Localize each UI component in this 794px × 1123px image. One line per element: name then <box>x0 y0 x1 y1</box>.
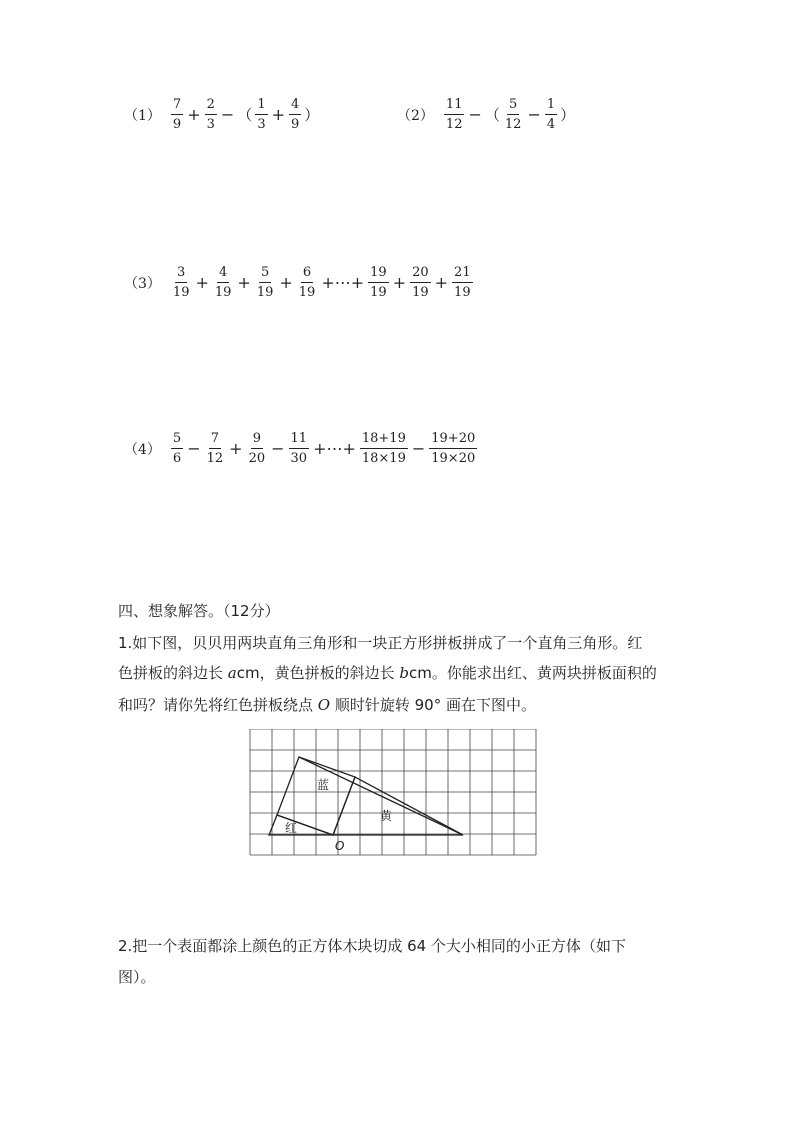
var-o: O <box>317 696 331 714</box>
problem-label: （3） <box>124 275 161 292</box>
var-a: a <box>227 664 237 682</box>
fraction: $\frac{19}{19}$ <box>370 265 387 300</box>
fraction: $\frac{4}{9}$ <box>291 97 300 132</box>
paren: ） <box>304 106 320 124</box>
paren: （ <box>237 106 253 124</box>
hypotenuse <box>299 757 463 835</box>
fraction: $\frac{5}{12}$ <box>504 97 522 132</box>
operator: + <box>434 273 449 292</box>
fraction: $\frac{11}{30}$ <box>290 431 308 466</box>
problem-3 <box>124 266 475 299</box>
fraction: $\frac{18+19}{18\times 19}$ <box>361 431 406 466</box>
fraction: $\frac{20}{19}$ <box>412 265 429 300</box>
problem-4 <box>124 432 479 465</box>
problem-2 <box>397 98 576 131</box>
fraction: $\frac{7}{9}$ <box>172 97 182 132</box>
fraction: $\frac{5}{19}$ <box>256 265 274 300</box>
operator: + <box>271 105 285 124</box>
fraction: $\frac{4}{19}$ <box>214 265 232 300</box>
fraction: $\frac{9}{20}$ <box>248 431 266 466</box>
red-triangle <box>269 815 333 835</box>
problem-1 <box>124 98 320 131</box>
operator: +⋯+ <box>313 439 356 458</box>
operator: + <box>229 439 243 458</box>
fraction: $\frac{1}{3}$ <box>257 97 266 132</box>
var-b: b <box>399 664 409 682</box>
fraction: $\frac{6}{19}$ <box>298 265 316 300</box>
label-yellow: 黄 <box>380 809 393 823</box>
operator: − <box>187 439 201 458</box>
label-blue: 蓝 <box>317 778 330 792</box>
problem-label: （2） <box>397 107 434 124</box>
section-heading: 四、想象解答。（12分） <box>118 602 280 620</box>
grid-figure <box>249 729 543 859</box>
fraction: $\frac{2}{3}$ <box>206 97 215 132</box>
grid-lines <box>250 729 536 855</box>
operator: +⋯+ <box>321 273 365 292</box>
problem-label: （1） <box>124 107 161 124</box>
q1-line-2: 色拼板的斜边长 acm，黄色拼板的斜边长 bcm。你能求出红、黄两块拼板面积的 <box>118 664 657 682</box>
label-o: O <box>335 839 345 853</box>
fraction: $\frac{5}{6}$ <box>172 431 182 466</box>
fraction: $\frac{11}{12}$ <box>445 97 463 132</box>
operator: − <box>220 105 235 124</box>
operator: − <box>527 105 541 124</box>
operator: − <box>468 105 482 124</box>
q1-line-1: 1.如下图，贝贝用两块直角三角形和一块正方形拼板拼成了一个直角三角形。红 <box>118 634 643 652</box>
fraction: $\frac{19+20}{19\times 20}$ <box>431 431 476 466</box>
operator: − <box>271 439 285 458</box>
fraction: $\frac{21}{19}$ <box>454 265 471 300</box>
paren: ） <box>560 106 576 124</box>
operator: + <box>195 273 209 292</box>
problem-label: （4） <box>124 441 161 458</box>
fraction: $\frac{1}{4}$ <box>546 97 556 132</box>
operator: + <box>392 273 407 292</box>
q2-line-1: 2.把一个表面都涂上颜色的正方体木块切成 64 个大小相同的小正方体（如下 <box>118 937 626 955</box>
operator: + <box>237 273 251 292</box>
paren: （ <box>484 106 500 124</box>
operator: − <box>411 439 426 458</box>
q2-line-2: 图）。 <box>118 968 156 986</box>
fraction: $\frac{7}{12}$ <box>206 431 224 466</box>
operator: + <box>279 273 293 292</box>
operator: + <box>187 105 201 124</box>
label-red: 红 <box>285 821 298 835</box>
fraction: $\frac{3}{19}$ <box>172 265 190 300</box>
q1-line-3: 和吗？请你先将红色拼板绕点 O 顺时针旋转 90° 画在下图中。 <box>118 696 536 714</box>
